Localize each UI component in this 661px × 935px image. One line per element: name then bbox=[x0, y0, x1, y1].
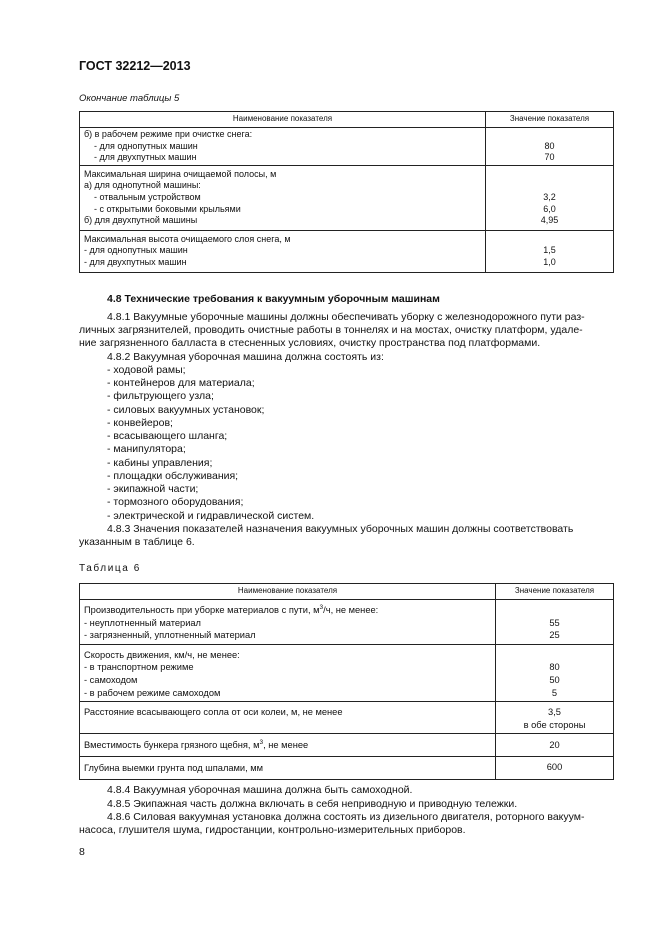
page-number: 8 bbox=[79, 846, 85, 858]
table-row bbox=[80, 600, 614, 645]
row-subitem: - в рабочем режиме самоходом bbox=[84, 687, 221, 698]
row-subitem: - неуплотненный материал bbox=[84, 617, 201, 628]
table-row bbox=[80, 128, 614, 166]
column-header-value: Значение показателя bbox=[496, 584, 614, 600]
row-title: б) в рабочем режиме при очистке снега: bbox=[84, 129, 253, 139]
table-row bbox=[80, 165, 614, 230]
row-title: Расстояние всасывающего сопла от оси колеи, м, не менее bbox=[84, 707, 343, 718]
paragraph-484: 4.8.4 Вакуумная уборочная машина должна быть самоходной. bbox=[107, 784, 413, 796]
list-item: - конвейеров; bbox=[107, 417, 173, 429]
row-subitem: - для однопутных машин bbox=[94, 140, 198, 151]
list-item: - фильтрующего узла; bbox=[107, 390, 214, 402]
row-subtitle: а) для однопутной машины: bbox=[84, 180, 201, 191]
row-subitem: - для двухпутных машин bbox=[94, 152, 197, 163]
row-title: Скорость движения, км/ч, не менее: bbox=[84, 649, 240, 660]
row-subitem: - самоходом bbox=[84, 674, 138, 685]
cell-value: 1,0 bbox=[543, 256, 556, 267]
cell-value-note: в обе стороны bbox=[523, 719, 586, 730]
row-subitem: - в транспортном режиме bbox=[84, 662, 194, 673]
table-row bbox=[80, 230, 614, 272]
table-row bbox=[80, 702, 614, 734]
row-title: Максимальная высота очищаемого слоя снега, м bbox=[84, 233, 291, 244]
paragraph-481-line3: ние загрязненного балласта в стесненных условиях, очистку пространства под платформами. bbox=[79, 337, 541, 349]
column-header-value: Значение показателя bbox=[486, 112, 614, 128]
row-title: Вместимость бункера грязного щебня, $м^3$, не менее bbox=[84, 739, 309, 751]
cell-value: 50 bbox=[549, 674, 560, 685]
paragraph-485: 4.8.5 Экипажная часть должна включать в себя неприводную и приводную тележки. bbox=[107, 798, 518, 810]
cell-value: 70 bbox=[544, 152, 555, 163]
row-subitem: - с открытыми боковыми крыльями bbox=[94, 203, 241, 214]
cell-value: 5 bbox=[551, 687, 558, 698]
row-subitem: - для однопутных машин bbox=[84, 245, 188, 256]
cell-value: 25 bbox=[549, 630, 560, 641]
cell-value: 80 bbox=[544, 140, 555, 151]
list-item: - всасывающего шланга; bbox=[107, 430, 228, 442]
paragraph-486-line1: 4.8.6 Силовая вакуумная установка должна состоять из дизельного двигателя, роторного вакуум- bbox=[107, 811, 585, 823]
row-subtitle: б) для двухпутной машины bbox=[84, 215, 198, 226]
cell-value: 600 bbox=[546, 762, 563, 773]
table-6 bbox=[79, 583, 614, 780]
row-subitem: - для двухпутных машин bbox=[84, 256, 187, 267]
table-row bbox=[80, 756, 614, 779]
paragraph-483-line1: 4.8.3 Значения показателей назначения вакуумных уборочных машин должны соответствовать bbox=[107, 523, 574, 535]
list-item: - контейнеров для материала; bbox=[107, 377, 255, 389]
table-header-row bbox=[80, 584, 614, 600]
list-item: - силовых вакуумных установок; bbox=[107, 404, 265, 416]
list-item: - экипажной части; bbox=[107, 483, 199, 495]
section-heading: 4.8 Технические требования к вакуумным уборочным машинам bbox=[107, 293, 440, 305]
cell-value: 6,0 bbox=[543, 203, 556, 214]
column-header-name: Наименование показателя bbox=[80, 584, 496, 600]
document-code: ГОСТ 32212—2013 bbox=[79, 59, 191, 73]
list-item: - ходовой рамы; bbox=[107, 364, 186, 376]
cell-value: 80 bbox=[549, 662, 560, 673]
table5-caption: Окончание таблицы 5 bbox=[79, 93, 180, 104]
list-item: - манипулятора; bbox=[107, 443, 186, 455]
list-item: - кабины управления; bbox=[107, 457, 213, 469]
row-title: Глубина выемки грунта под шпалами, мм bbox=[84, 762, 264, 773]
row-title: Максимальная ширина очищаемой полосы, м bbox=[84, 168, 277, 179]
cell-value: 1,5 bbox=[543, 245, 556, 256]
row-subitem: - загрязненный, уплотненный материал bbox=[84, 630, 256, 641]
cell-value: 4,95 bbox=[540, 215, 559, 226]
paragraph-486-line2: насоса, глушителя шума, гидростанции, контрольно-измерительных приборов. bbox=[79, 824, 466, 836]
table-header-row bbox=[80, 112, 614, 128]
list-item: - площадки обслуживания; bbox=[107, 470, 239, 482]
paragraph-483-line2: указанным в таблице 6. bbox=[79, 536, 195, 548]
table-5 bbox=[79, 111, 614, 273]
cell-value: 3,2 bbox=[543, 191, 556, 202]
cell-value: 55 bbox=[549, 617, 560, 628]
paragraph-482: 4.8.2 Вакуумная уборочная машина должна состоять из: bbox=[107, 351, 384, 363]
paragraph-481-line1: 4.8.1 Вакуумные уборочные машины должны обеспечивать уборку с железнодорожного пути раз- bbox=[107, 311, 585, 323]
list-item: - электрической и гидравлической систем. bbox=[107, 510, 315, 522]
table-row bbox=[80, 644, 614, 701]
cell-value: 3,5 bbox=[548, 707, 561, 718]
row-subitem: - отвальным устройством bbox=[94, 191, 201, 202]
column-header-name: Наименование показателя bbox=[80, 112, 486, 128]
row-title: Производительность при уборке материалов с пути, $м^3/ч$, не менее: bbox=[84, 603, 379, 615]
table-row bbox=[80, 734, 614, 757]
table6-caption: Таблица 6 bbox=[79, 563, 141, 574]
paragraph-481-line2: личных загрязнителей, проводить очистные работы в тоннелях и на мостах, очистку платформ, удале- bbox=[79, 324, 583, 336]
cell-value: 20 bbox=[549, 739, 560, 750]
list-item: - тормозного оборудования; bbox=[107, 496, 244, 508]
